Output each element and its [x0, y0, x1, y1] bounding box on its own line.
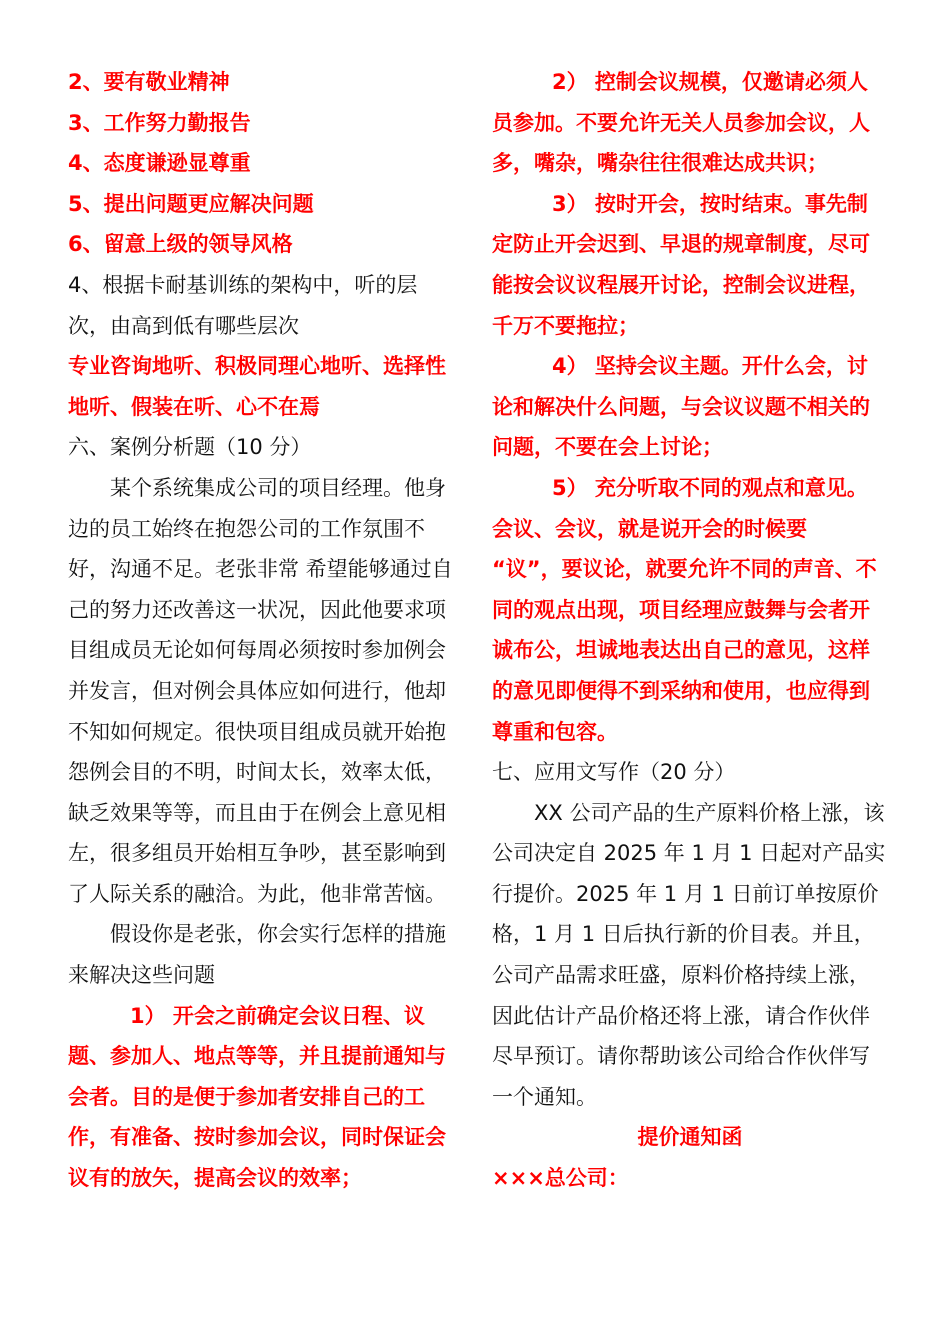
answer-measure-5-rest: “议”，要议论，就要允许不同的声音、不同的观点出现，项目经理应鼓舞与会者开诚布公，坦诚地表达出自己的意见，这样的意见即便得不到采纳和使用，也应得到尊重和包容。	[492, 557, 877, 744]
answer-measure-4: 4） 坚持会议主题。开什么会，讨论和解决什么问题，与会议议题不相关的问题，不要在会上讨论；	[492, 354, 870, 460]
letter-title: 提价通知函	[637, 1125, 743, 1150]
case-question: 假设你是老张，你会实行怎样的措施来解决这些问题	[68, 922, 446, 988]
answer-measure-5-line-2: 会议、会议，就是说开会的时候要	[492, 516, 807, 541]
section-7-title: 七、应用文写作（20 分）	[492, 760, 736, 785]
writing-prompt: XX 公司产品的生产原料价格上涨，该公司决定自 2025 年 1 月 1 日起对产品实行提价。2025 年 1 月 1 日前订单按原价格，1 月 1 日后执行新的价目表。并且，公司产品需求旺盛，原料价格持续上涨，因此估计产品价格还将上涨，请合作伙伴尽早预订。请你帮助该公司给合作伙伴写一个通知。	[492, 800, 886, 1109]
answer-measure-5-line-1: 5） 充分听取不同的观点和意见。	[552, 475, 868, 500]
question-4-answer: 专业咨询地听、积极同理心地听、选择性地听、假装在听、心不在焉	[68, 354, 446, 419]
letter-salutation: ×××总公司：	[492, 1166, 629, 1191]
answer-item-2: 2、要有敬业精神	[68, 70, 230, 94]
question-4-line-2: 次，由高到低有哪些层次	[68, 313, 299, 338]
answer-measure-3: 3） 按时开会，按时结束。事先制定防止开会迟到、早退的规章制度，尽可能按会议议程展开讨论，控制会议进程，千万不要拖拉；	[492, 191, 870, 338]
answer-measure-2: 2） 控制会议规模，仅邀请必须人员参加。不要允许无关人员参加会议，人多，嘴杂，嘴杂往往很难达成共识；	[492, 70, 870, 176]
answer-item-5: 5、提出问题更应解决问题	[68, 191, 314, 216]
answer-measure-1: 1） 开会之前确定会议日程、议题、参加人、地点等等，并且提前通知与会者。目的是便于参加者安排自己的工作，有准备、按时参加会议，同时保证会议有的放矢，提高会议的效率；	[68, 1003, 446, 1191]
right-column	[492, 62, 888, 1199]
question-4-line-1: 4、根据卡耐基训练的架构中，听的层	[68, 272, 418, 297]
answer-item-3: 3、工作努力勤报告	[68, 110, 251, 135]
answer-item-4: 4、态度谦逊显尊重	[68, 151, 251, 176]
case-description: 某个系统集成公司的项目经理。他身边的员工始终在抱怨公司的工作氛围不好，沟通不足。老张非常 希望能够通过自己的努力还改善这一状况，因此他要求项目组成员无论如何每周必须按时参加例会并发言，但对例会具体应如何进行，他却不知如何规定。很快项目组成员就开始抱怨例会目的不明，时间太长，效率太低，缺乏效果等等，而且由于在例会上意见相左，很多组员开始相互争吵，甚至影响到了人际关系的融洽。为此，他非常苦恼。	[68, 475, 453, 906]
section-6-title: 六、案例分析题（10 分）	[68, 435, 312, 460]
left-column	[68, 62, 453, 1199]
answer-item-6: 6、留意上级的领导风格	[68, 232, 293, 257]
